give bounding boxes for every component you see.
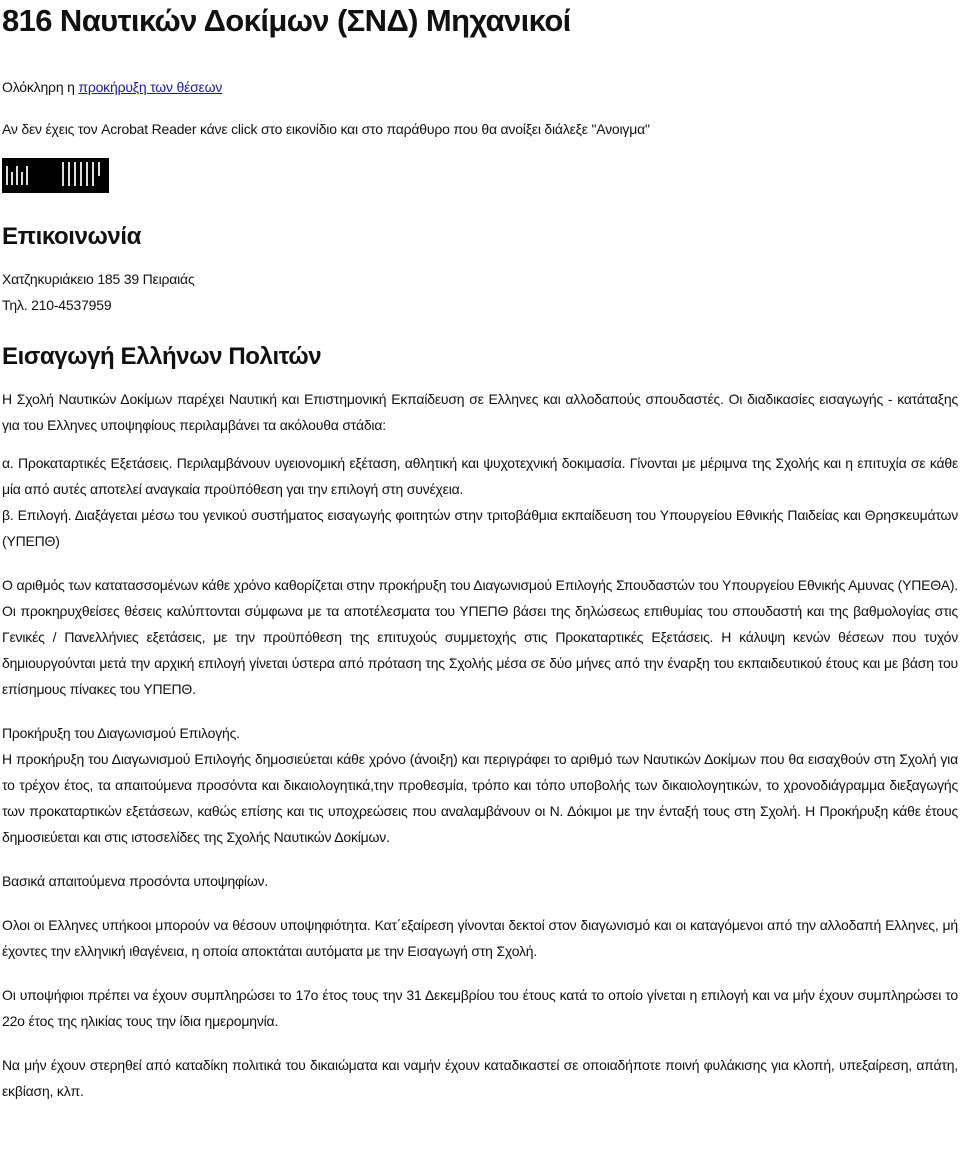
contact-address: Χατζηκυριάκειο 185 39 Πειραιάς bbox=[2, 271, 195, 287]
contact-phone: Τηλ. 210-4537959 bbox=[2, 297, 112, 313]
admission-stage-a: α. Προκαταρτικές Εξετάσεις. Περιλαμβάνουν υγειονομική εξέταση, αθλητική και ψυχοτεχνική δοκιμασία. Γίνονται με μέριμνα της Σχολής και η επιτυχία σε κάθε μία από αυτές αποτελεί αναγκαία προϋπόθεση γαι την επιλογή στη συνέχεια. bbox=[2, 455, 958, 497]
announcement-heading: Προκήρυξη του Διαγωνισμού Επιλογής. bbox=[2, 725, 240, 741]
acrobat-note: Αν δεν έχεις τον Acrobat Reader κάνε click στο εικονίδιο και στο παράθυρο που θα ανοίξει διάλεξε "Ανοιγμα" bbox=[2, 121, 650, 137]
contact-heading: Επικοινωνία bbox=[2, 223, 141, 250]
spacer bbox=[2, 100, 958, 116]
spacer bbox=[2, 198, 958, 222]
qualification-citizenship: Ολοι οι Ελληνες υπήκοοι μπορούν να θέσουν υποψηφιότητα. Κατ΄εξαίρεση γίνονται δεκτοί στον διαγωνισμό και οι καταγόμενοι από την αλλοδαπή Ελληνες, μή έχοντες την ελληνική ιθαγένεια, η οποία αποκτάται αυτόματα με την Εισαγωγή στη Σχολή. bbox=[2, 917, 958, 959]
spacer bbox=[2, 1034, 958, 1052]
announcement-link[interactable]: προκήρυξη των θέσεων bbox=[78, 79, 223, 95]
spacer bbox=[2, 372, 958, 386]
spacer bbox=[2, 318, 958, 342]
spacer bbox=[2, 894, 958, 912]
admission-heading: Εισαγωγή Ελλήνων Πολιτών bbox=[2, 343, 322, 370]
qualification-age: Οι υποψήφιοι πρέπει να έχουν συμπληρώσει το 17ο έτος τους την 31 Δεκεμβρίου του έτους κατά το οποίο γίνεται η επιλογή και να μήν έχουν συμπληρώσει το 22ο έτος της ηλικίας τους την ίδια ημερομηνία. bbox=[2, 987, 958, 1029]
qualification-record: Να μήν έχουν στερηθεί από καταδίκη πολιτικά του δικαιώματα και ναμήν έχουν καταδικαστεί σε οποιαδήποτε ποινή φυλάκισης για κλοπή, υπεξαίρεση, απάτη, εκβίαση, κλπ. bbox=[2, 1057, 958, 1099]
admission-intro: Η Σχολή Ναυτικών Δοκίμων παρέχει Ναυτική και Επιστημονική Εκπαίδευση σε Ελληνες και αλλοδαπούς σπουδαστές. Οι διαδικασίες εισαγωγής - κατάταξης για του Ελληνες υποψηφίους περιλαμβάνει τα ακόλουθα στάδια: bbox=[2, 391, 958, 433]
admission-stage-b: β. Επιλογή. Διαξάγεται μέσω του γενικού συστήματος εισαγωγής φοιτητών στην τριτοβάθμια εκπαίδευση του Υπουργείου Εθνικής Παιδείας και Θρησκευμάτων (ΥΠΕΠΘ) bbox=[2, 507, 958, 549]
spacer bbox=[2, 142, 958, 158]
spacer bbox=[2, 702, 958, 720]
acrobat-reader-badge-icon[interactable] bbox=[2, 158, 109, 193]
announcement-details: Η προκήρυξη του Διαγωνισμού Επιλογής δημοσιεύεται κάθε χρόνο (άνοιξη) και περιγράφει το αριθμό των Ναυτικών Δοκίμων που θα εισαχθούν στη Σχολή για το τρέχον έτος, τα απαιτούμενα προσόντα και δικαιολογητικά,την προθεσμία, τρόπο και τόπο υποβολής των δικαιολογητικών, το χρονοδιάγραμμα διεξαγωγής των προκαταρτικών εξετάσεων, καθώς επίσης και τις υποχρεώσεις που αναλαμβάνουν οι Ν. Δόκιμοι με την ένταξή τους στη Σχολή. Η Προκήρυξη κάθε έτους δημοσιεύεται και στις ιστοσελίδες της Σχολής Ναυτικών Δοκίμων. bbox=[2, 751, 958, 845]
announcement-line bbox=[2, 74, 958, 100]
announcement-prefix: Ολόκληρη η bbox=[2, 79, 79, 95]
spacer bbox=[2, 252, 958, 266]
admission-placements: Ο αριθμός των κατατασσομένων κάθε χρόνο καθορίζεται στην προκήρυξη του Διαγωνισμού Επιλογής Σπουδαστών του Υπουργείου Εθνικής Αμυνας (ΥΠΕΘΑ). Οι προκηρυχθείσες θέσεις καλύπτονται σύμφωνα με τα αποτέλεσματα του ΥΠΕΠΘ βάσει της δηλώσεως επιθυμίας του σπουδαστή και της βαθμολογίας στις Γενικές / Πανελλήνιες εξετάσεις, με την προϋπόθεση της επιτυχούς συμμετοχής στις Προκαταρτικές Εξετάσεις. Η κάλυψη κενών θέσεων που τυχόν δημιουργούνται μετά την αρχική επιλογή γίνεται ύστερα από πρόταση της Σχολής μέσα σε δύο μήνες από την έναρξη του εκπαιδευτικού έτους και με βάση του επίσημους πίνακες του ΥΠΕΠΘ. bbox=[2, 577, 958, 697]
spacer bbox=[2, 850, 958, 868]
spacer bbox=[2, 40, 958, 74]
spacer bbox=[2, 438, 958, 450]
spacer bbox=[2, 964, 958, 982]
page-title: 816 Ναυτικών Δοκίμων (ΣΝΔ) Μηχανικοί bbox=[2, 3, 571, 38]
qualifications-heading: Βασικά απαιτούμενα προσόντα υποψηφίων. bbox=[2, 873, 269, 889]
spacer bbox=[2, 554, 958, 572]
